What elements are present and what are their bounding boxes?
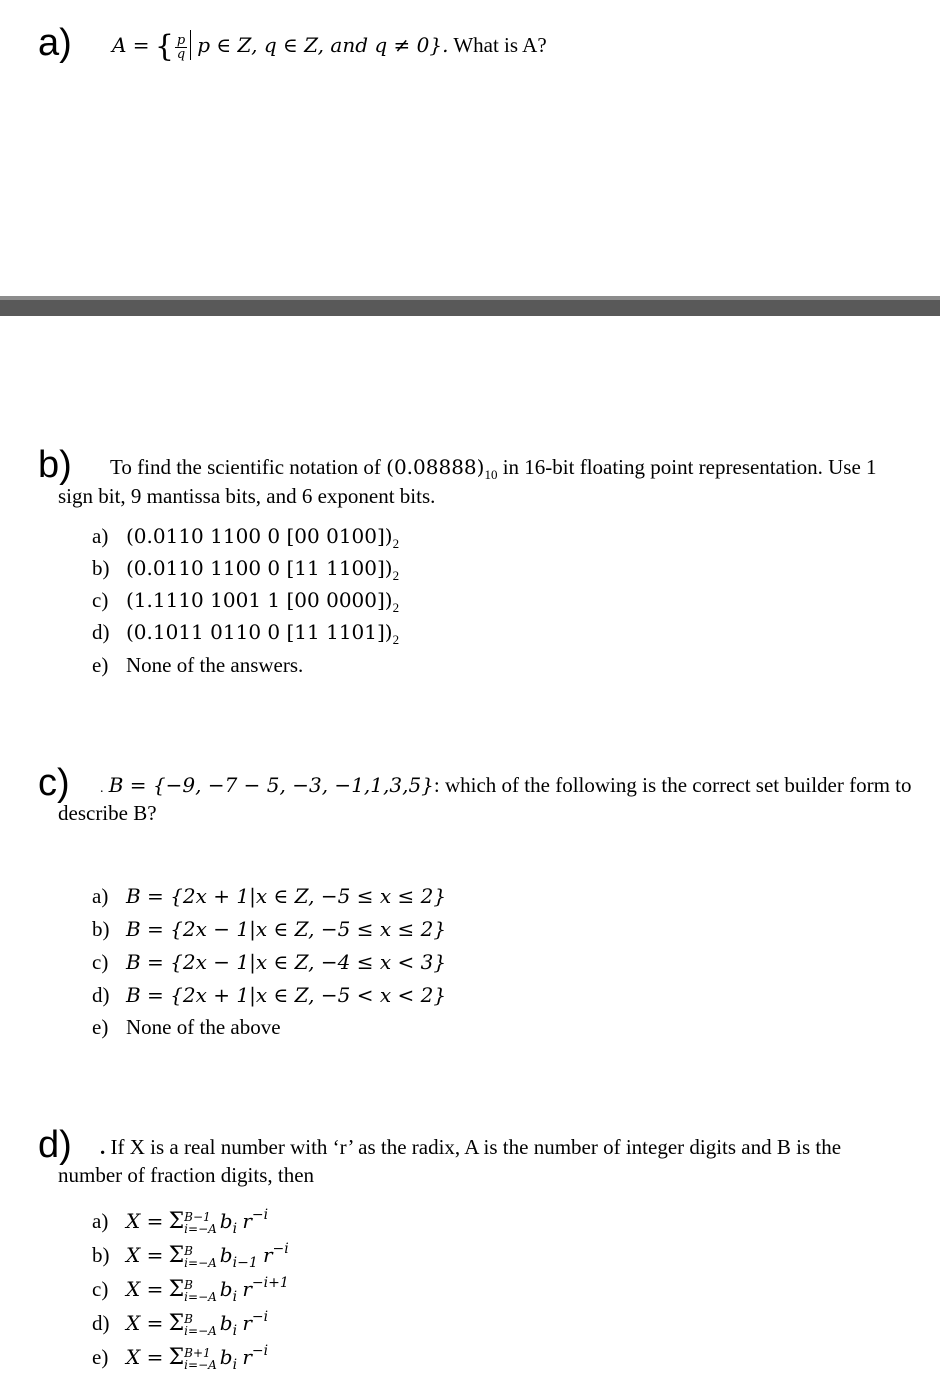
- option-letter: c): [92, 1277, 109, 1301]
- question-b-text-after: in 16-bit floating point representation. Use 1: [497, 455, 877, 479]
- option-c-a: [92, 883, 446, 909]
- sum-upper: B+1: [184, 1346, 211, 1361]
- question-a-label: a): [38, 22, 72, 64]
- option-letter: b): [92, 1243, 110, 1267]
- sum-lower: i=−A: [184, 1256, 217, 1271]
- question-d-line2: number of fraction digits, then: [58, 1163, 315, 1187]
- term-b: b: [219, 1209, 233, 1233]
- option-letter: d): [92, 620, 110, 644]
- option-value: (1.1110 1001 1 [00 0000]): [126, 588, 393, 612]
- question-c-dot: .: [100, 781, 104, 796]
- fraction-numerator: p: [176, 32, 186, 48]
- open-brace: {: [154, 29, 174, 64]
- option-b-d: [92, 619, 399, 653]
- question-b-number-base: 10: [484, 467, 498, 482]
- term-r: r: [262, 1243, 273, 1267]
- question-c-text-after: : which of the following is the correct set builder form to: [433, 773, 912, 797]
- option-letter: e): [92, 653, 109, 677]
- set-a-name: A =: [112, 33, 150, 57]
- question-b-number: (0.08888): [386, 455, 485, 479]
- option-lhs: X =: [126, 1243, 164, 1267]
- term-r-exponent: −i: [251, 1343, 269, 1359]
- option-c-d: [92, 982, 446, 1008]
- term-b: b: [219, 1311, 233, 1335]
- option-letter: d): [92, 983, 110, 1007]
- option-c-b: [92, 916, 446, 942]
- option-value: B = {2x − 1|x ∈ Z, −4 ≤ x < 3}: [126, 950, 447, 974]
- question-d-text: If X is a real number with ‘r’ as the radix, A is the number of integer digits and B is the: [105, 1135, 842, 1159]
- option-value: B = {2x + 1|x ∈ Z, −5 < x < 2}: [126, 983, 447, 1007]
- sum-lower: i=−A: [184, 1290, 217, 1305]
- sum-upper: B−1: [184, 1210, 211, 1225]
- term-r-exponent: −i+1: [251, 1275, 289, 1291]
- option-lhs: X =: [126, 1277, 164, 1301]
- term-r-exponent: −i: [251, 1309, 269, 1325]
- option-b-b: [92, 555, 399, 589]
- sum-upper: B: [184, 1278, 193, 1293]
- term-b: b: [219, 1345, 233, 1369]
- option-value: None of the above: [126, 1015, 281, 1039]
- option-base: 2: [392, 568, 400, 583]
- term-r-exponent: −i: [272, 1241, 289, 1257]
- term-r: r: [242, 1277, 252, 1301]
- such-that-bar: [190, 30, 191, 60]
- option-letter: a): [92, 524, 109, 548]
- option-letter: c): [92, 950, 109, 974]
- term-b: b: [219, 1277, 233, 1301]
- sum-symbol: Σ: [168, 1209, 185, 1234]
- option-base: 2: [392, 536, 400, 551]
- option-letter: c): [92, 588, 109, 612]
- option-value: None of the answers.: [126, 653, 304, 677]
- option-letter: b): [92, 917, 110, 941]
- question-a-prompt: What is A?: [448, 33, 547, 57]
- sum-limits: [184, 1245, 217, 1269]
- sum-symbol: Σ: [168, 1311, 185, 1336]
- option-letter: a): [92, 884, 109, 908]
- option-letter: e): [92, 1015, 109, 1039]
- option-b-e: [92, 652, 303, 678]
- sum-limits: [184, 1211, 217, 1235]
- sum-symbol: Σ: [168, 1345, 185, 1370]
- option-value: B = {2x + 1|x ∈ Z, −5 ≤ x ≤ 2}: [126, 884, 447, 908]
- sum-upper: B: [184, 1312, 193, 1327]
- option-d-e: [92, 1338, 268, 1378]
- option-letter: a): [92, 1209, 109, 1233]
- question-b-text-before: To find the scientific notation of: [110, 455, 387, 479]
- option-c-c: [92, 949, 446, 975]
- section-divider: [0, 296, 940, 316]
- question-c-label: c): [38, 762, 70, 804]
- term-b-sub: i: [232, 1289, 238, 1305]
- option-letter: d): [92, 1311, 110, 1335]
- term-r: r: [242, 1345, 252, 1369]
- option-letter: e): [92, 1345, 109, 1369]
- fraction-p-over-q: [175, 34, 187, 61]
- term-b: b: [219, 1243, 233, 1267]
- question-d-label: d): [38, 1124, 72, 1166]
- sum-limits: [184, 1313, 217, 1337]
- question-a-text: [112, 29, 547, 64]
- option-value: (0.0110 1100 0 [00 0100]): [126, 524, 393, 548]
- option-b-c: [92, 587, 399, 621]
- term-r-exponent: −i: [251, 1207, 269, 1223]
- question-c-line1: [100, 772, 912, 802]
- option-base: 2: [392, 600, 400, 615]
- term-b-sub: i: [232, 1357, 238, 1373]
- question-b-label: b): [38, 444, 72, 486]
- term-r: r: [242, 1311, 252, 1335]
- term-r: r: [242, 1209, 252, 1233]
- option-base: 2: [392, 632, 400, 647]
- option-lhs: X =: [126, 1311, 164, 1335]
- option-lhs: X =: [126, 1345, 164, 1369]
- question-d-dot: .: [100, 1135, 106, 1159]
- sum-symbol: Σ: [168, 1277, 185, 1302]
- sum-limits: [184, 1347, 217, 1371]
- fraction-denominator: q: [176, 46, 186, 62]
- term-b-sub: i−1: [232, 1255, 258, 1271]
- sum-lower: i=−A: [184, 1358, 217, 1373]
- option-value: B = {2x − 1|x ∈ Z, −5 ≤ x ≤ 2}: [126, 917, 447, 941]
- sum-upper: B: [184, 1244, 193, 1259]
- sum-symbol: Σ: [168, 1243, 185, 1268]
- option-value: (0.0110 1100 0 [11 1100]): [126, 556, 393, 580]
- sum-lower: i=−A: [184, 1222, 217, 1237]
- term-b-sub: i: [232, 1323, 238, 1339]
- question-d-line1: [100, 1134, 841, 1160]
- term-b-sub: i: [232, 1221, 238, 1237]
- set-a-condition: p ∈ Z, q ∈ Z, and q ≠ 0}.: [197, 33, 449, 57]
- option-c-e: [92, 1014, 281, 1040]
- option-b-a: [92, 523, 399, 557]
- question-c-line2: describe B?: [58, 801, 157, 825]
- option-lhs: X =: [126, 1209, 164, 1233]
- option-letter: b): [92, 556, 110, 580]
- sum-limits: [184, 1279, 217, 1303]
- sum-lower: i=−A: [184, 1324, 217, 1339]
- option-value: (0.1011 0110 0 [11 1101]): [126, 620, 393, 644]
- set-b-definition: B = {−9, −7 − 5, −3, −1,1,3,5}: [108, 773, 434, 797]
- question-b-line2: sign bit, 9 mantissa bits, and 6 exponent bits.: [58, 484, 436, 508]
